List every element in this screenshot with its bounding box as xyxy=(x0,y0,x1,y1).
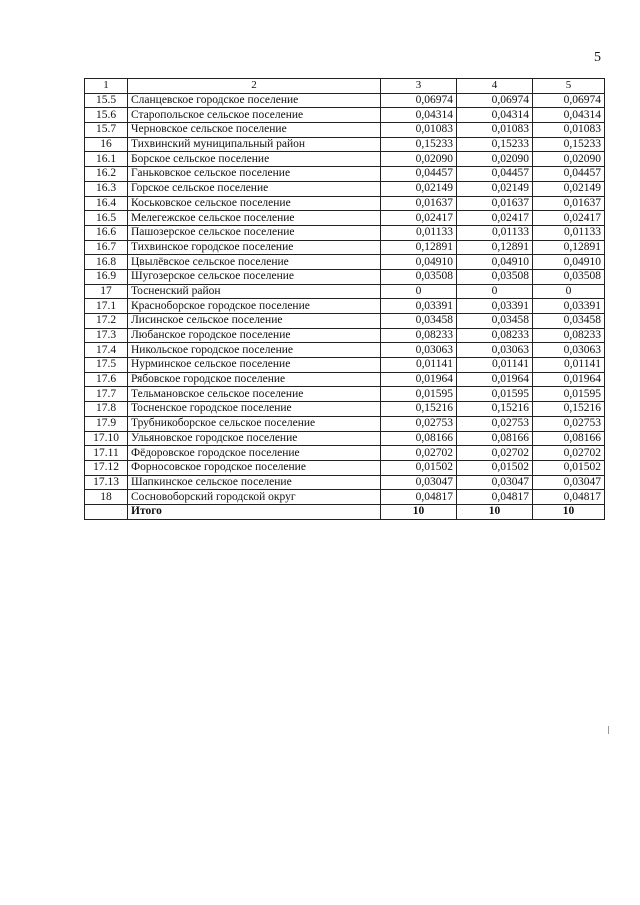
row-value-col4-cell: 0,15233 xyxy=(457,137,533,152)
row-value-col3-cell: 0,01133 xyxy=(381,225,457,240)
row-name-cell: Рябовское городское поселение xyxy=(128,372,381,387)
row-value-col3-cell: 0,04910 xyxy=(381,255,457,270)
row-number-cell: 15.5 xyxy=(85,93,128,108)
row-value-col4-cell: 0,04457 xyxy=(457,167,533,182)
row-value-col5-cell: 0,02149 xyxy=(533,181,605,196)
table-row xyxy=(85,255,605,270)
row-value-col5-cell: 0,01637 xyxy=(533,196,605,211)
row-number-cell: 16.9 xyxy=(85,269,128,284)
table-row xyxy=(85,240,605,255)
row-value-col4-cell: 0,04817 xyxy=(457,490,533,505)
row-name-cell: Горское сельское поселение xyxy=(128,181,381,196)
table-row xyxy=(85,475,605,490)
row-value-col4-cell: 0,01502 xyxy=(457,460,533,475)
row-value-col5-cell: 0 xyxy=(533,284,605,299)
row-name-cell: Мелегежское сельское поселение xyxy=(128,211,381,226)
row-name-cell: Черновское сельское поселение xyxy=(128,123,381,138)
row-value-col5-cell: 0,04817 xyxy=(533,490,605,505)
row-value-col3-cell: 0,01637 xyxy=(381,196,457,211)
row-number-cell: 17.1 xyxy=(85,299,128,314)
table-row xyxy=(85,387,605,402)
row-number-cell: 17 xyxy=(85,284,128,299)
row-value-col3-cell: 0,03391 xyxy=(381,299,457,314)
table-row xyxy=(85,343,605,358)
row-name-cell: Красноборское городское поселение xyxy=(128,299,381,314)
table-header-row xyxy=(85,79,605,94)
row-value-col5-cell: 0,03391 xyxy=(533,299,605,314)
row-value-col5-cell: 0,01964 xyxy=(533,372,605,387)
row-value-col4-cell: 0,02417 xyxy=(457,211,533,226)
row-value-col3-cell: 0,02702 xyxy=(381,446,457,461)
table-row xyxy=(85,167,605,182)
row-name-cell: Тельмановское сельское поселение xyxy=(128,387,381,402)
header-cell-3: 3 xyxy=(381,79,457,94)
row-value-col5-cell: 0,03047 xyxy=(533,475,605,490)
row-value-col4-cell: 0,02090 xyxy=(457,152,533,167)
table-row xyxy=(85,460,605,475)
header-cell-1: 1 xyxy=(85,79,128,94)
row-name-cell: Форносовское городское поселение xyxy=(128,460,381,475)
row-value-col5-cell: 0,03458 xyxy=(533,314,605,329)
row-name-cell: Фёдоровское городское поселение xyxy=(128,446,381,461)
row-name-cell: Никольское городское поселение xyxy=(128,343,381,358)
margin-mark xyxy=(608,726,609,734)
row-number-cell: 17.11 xyxy=(85,446,128,461)
table-row xyxy=(85,123,605,138)
row-value-col4-cell: 0,01141 xyxy=(457,358,533,373)
row-number-cell: 17.2 xyxy=(85,314,128,329)
row-name-cell: Ульяновское городское поселение xyxy=(128,431,381,446)
row-value-col5-cell: 0,03508 xyxy=(533,269,605,284)
row-value-col5-cell: 0,02090 xyxy=(533,152,605,167)
row-name-cell: Шапкинское сельское поселение xyxy=(128,475,381,490)
row-value-col3-cell: 0,03458 xyxy=(381,314,457,329)
row-value-col4-cell: 0,02702 xyxy=(457,446,533,461)
row-name-cell: Тосненское городское поселение xyxy=(128,402,381,417)
row-number-cell: 17.9 xyxy=(85,416,128,431)
row-value-col5-cell: 0,01083 xyxy=(533,123,605,138)
page-number: 5 xyxy=(594,50,601,65)
row-value-col4-cell: 0,06974 xyxy=(457,93,533,108)
table-row xyxy=(85,181,605,196)
row-number-cell: 17.10 xyxy=(85,431,128,446)
row-number-cell: 15.6 xyxy=(85,108,128,123)
total-row xyxy=(85,504,605,519)
row-value-col3-cell: 0 xyxy=(381,284,457,299)
row-value-col3-cell: 0,01141 xyxy=(381,358,457,373)
row-name-cell: Ганьковское сельское поселение xyxy=(128,167,381,182)
row-name-cell: Цвылёвское сельское поселение xyxy=(128,255,381,270)
row-value-col4-cell: 0,03063 xyxy=(457,343,533,358)
row-value-col5-cell: 0,08166 xyxy=(533,431,605,446)
total-value-col3-cell: 10 xyxy=(381,504,457,519)
row-number-cell: 16.7 xyxy=(85,240,128,255)
table-row xyxy=(85,446,605,461)
row-name-cell: Шугозерское сельское поселение xyxy=(128,269,381,284)
row-value-col4-cell: 0,01964 xyxy=(457,372,533,387)
row-number-cell: 17.8 xyxy=(85,402,128,417)
row-value-col4-cell: 0,01595 xyxy=(457,387,533,402)
row-value-col5-cell: 0,03063 xyxy=(533,343,605,358)
row-value-col5-cell: 0,01502 xyxy=(533,460,605,475)
table-row xyxy=(85,490,605,505)
row-name-cell: Нурминское сельское поселение xyxy=(128,358,381,373)
row-value-col3-cell: 0,02149 xyxy=(381,181,457,196)
row-number-cell: 16.2 xyxy=(85,167,128,182)
row-value-col5-cell: 0,08233 xyxy=(533,328,605,343)
total-number-cell xyxy=(85,504,128,519)
row-value-col5-cell: 0,04457 xyxy=(533,167,605,182)
row-value-col3-cell: 0,12891 xyxy=(381,240,457,255)
row-value-col5-cell: 0,15233 xyxy=(533,137,605,152)
row-name-cell: Сланцевское городское поселение xyxy=(128,93,381,108)
row-value-col4-cell: 0,04314 xyxy=(457,108,533,123)
row-number-cell: 16.6 xyxy=(85,225,128,240)
row-name-cell: Тихвинский муниципальный район xyxy=(128,137,381,152)
row-number-cell: 16 xyxy=(85,137,128,152)
row-value-col3-cell: 0,02090 xyxy=(381,152,457,167)
table-body xyxy=(85,79,605,520)
row-value-col3-cell: 0,02417 xyxy=(381,211,457,226)
row-value-col5-cell: 0,02753 xyxy=(533,416,605,431)
allocation-table xyxy=(84,78,605,520)
row-value-col5-cell: 0,01133 xyxy=(533,225,605,240)
row-value-col3-cell: 0,08166 xyxy=(381,431,457,446)
row-value-col3-cell: 0,03047 xyxy=(381,475,457,490)
table-row xyxy=(85,314,605,329)
row-number-cell: 17.7 xyxy=(85,387,128,402)
row-number-cell: 15.7 xyxy=(85,123,128,138)
row-value-col3-cell: 0,01595 xyxy=(381,387,457,402)
table-row xyxy=(85,328,605,343)
row-number-cell: 17.3 xyxy=(85,328,128,343)
row-name-cell: Коськовское сельское поселение xyxy=(128,196,381,211)
row-value-col4-cell: 0,08166 xyxy=(457,431,533,446)
row-value-col3-cell: 0,15216 xyxy=(381,402,457,417)
header-cell-5: 5 xyxy=(533,79,605,94)
table-row xyxy=(85,402,605,417)
row-value-col3-cell: 0,08233 xyxy=(381,328,457,343)
row-name-cell: Любанское городское поселение xyxy=(128,328,381,343)
row-value-col3-cell: 0,04457 xyxy=(381,167,457,182)
header-cell-2: 2 xyxy=(128,79,381,94)
row-name-cell: Лисинское сельское поселение xyxy=(128,314,381,329)
row-value-col5-cell: 0,06974 xyxy=(533,93,605,108)
row-name-cell: Трубникоборское сельское поселение xyxy=(128,416,381,431)
row-value-col5-cell: 0,15216 xyxy=(533,402,605,417)
table-row xyxy=(85,152,605,167)
row-value-col4-cell: 0,04910 xyxy=(457,255,533,270)
row-value-col3-cell: 0,04817 xyxy=(381,490,457,505)
header-cell-4: 4 xyxy=(457,79,533,94)
row-number-cell: 17.13 xyxy=(85,475,128,490)
row-name-cell: Борское сельское поселение xyxy=(128,152,381,167)
row-number-cell: 17.4 xyxy=(85,343,128,358)
table-row xyxy=(85,211,605,226)
table-row xyxy=(85,416,605,431)
row-value-col5-cell: 0,04910 xyxy=(533,255,605,270)
row-value-col3-cell: 0,03508 xyxy=(381,269,457,284)
row-value-col4-cell: 0,08233 xyxy=(457,328,533,343)
row-number-cell: 18 xyxy=(85,490,128,505)
table-row xyxy=(85,431,605,446)
row-value-col4-cell: 0,01133 xyxy=(457,225,533,240)
row-value-col5-cell: 0,12891 xyxy=(533,240,605,255)
total-value-col4-cell: 10 xyxy=(457,504,533,519)
row-name-cell: Тосненский район xyxy=(128,284,381,299)
table-row xyxy=(85,108,605,123)
row-value-col4-cell: 0,03508 xyxy=(457,269,533,284)
row-value-col5-cell: 0,04314 xyxy=(533,108,605,123)
row-name-cell: Сосновоборский городской округ xyxy=(128,490,381,505)
row-value-col3-cell: 0,01083 xyxy=(381,123,457,138)
row-value-col4-cell: 0,15216 xyxy=(457,402,533,417)
row-value-col4-cell: 0,03458 xyxy=(457,314,533,329)
total-value-col5-cell: 10 xyxy=(533,504,605,519)
row-value-col4-cell: 0,01637 xyxy=(457,196,533,211)
table-row xyxy=(85,137,605,152)
row-value-col3-cell: 0,01964 xyxy=(381,372,457,387)
row-number-cell: 17.5 xyxy=(85,358,128,373)
row-number-cell: 16.1 xyxy=(85,152,128,167)
row-number-cell: 17.12 xyxy=(85,460,128,475)
total-label-cell: Итого xyxy=(128,504,381,519)
table-row xyxy=(85,269,605,284)
row-value-col3-cell: 0,15233 xyxy=(381,137,457,152)
row-name-cell: Старопольское сельское поселение xyxy=(128,108,381,123)
table-row xyxy=(85,93,605,108)
table-row xyxy=(85,358,605,373)
row-number-cell: 16.5 xyxy=(85,211,128,226)
row-value-col4-cell: 0,03391 xyxy=(457,299,533,314)
row-name-cell: Пашозерское сельское поселение xyxy=(128,225,381,240)
row-value-col3-cell: 0,03063 xyxy=(381,343,457,358)
row-value-col3-cell: 0,06974 xyxy=(381,93,457,108)
table-row xyxy=(85,372,605,387)
table-row xyxy=(85,225,605,240)
table-row xyxy=(85,284,605,299)
row-value-col4-cell: 0,01083 xyxy=(457,123,533,138)
row-value-col4-cell: 0 xyxy=(457,284,533,299)
row-value-col4-cell: 0,12891 xyxy=(457,240,533,255)
row-number-cell: 16.8 xyxy=(85,255,128,270)
row-value-col4-cell: 0,02753 xyxy=(457,416,533,431)
row-number-cell: 16.4 xyxy=(85,196,128,211)
row-value-col4-cell: 0,03047 xyxy=(457,475,533,490)
table-row xyxy=(85,299,605,314)
row-number-cell: 17.6 xyxy=(85,372,128,387)
row-value-col3-cell: 0,02753 xyxy=(381,416,457,431)
row-value-col5-cell: 0,01595 xyxy=(533,387,605,402)
row-value-col5-cell: 0,02702 xyxy=(533,446,605,461)
row-name-cell: Тихвинское городское поселение xyxy=(128,240,381,255)
row-value-col3-cell: 0,01502 xyxy=(381,460,457,475)
row-value-col3-cell: 0,04314 xyxy=(381,108,457,123)
row-number-cell: 16.3 xyxy=(85,181,128,196)
table-row xyxy=(85,196,605,211)
row-value-col5-cell: 0,02417 xyxy=(533,211,605,226)
row-value-col4-cell: 0,02149 xyxy=(457,181,533,196)
row-value-col5-cell: 0,01141 xyxy=(533,358,605,373)
